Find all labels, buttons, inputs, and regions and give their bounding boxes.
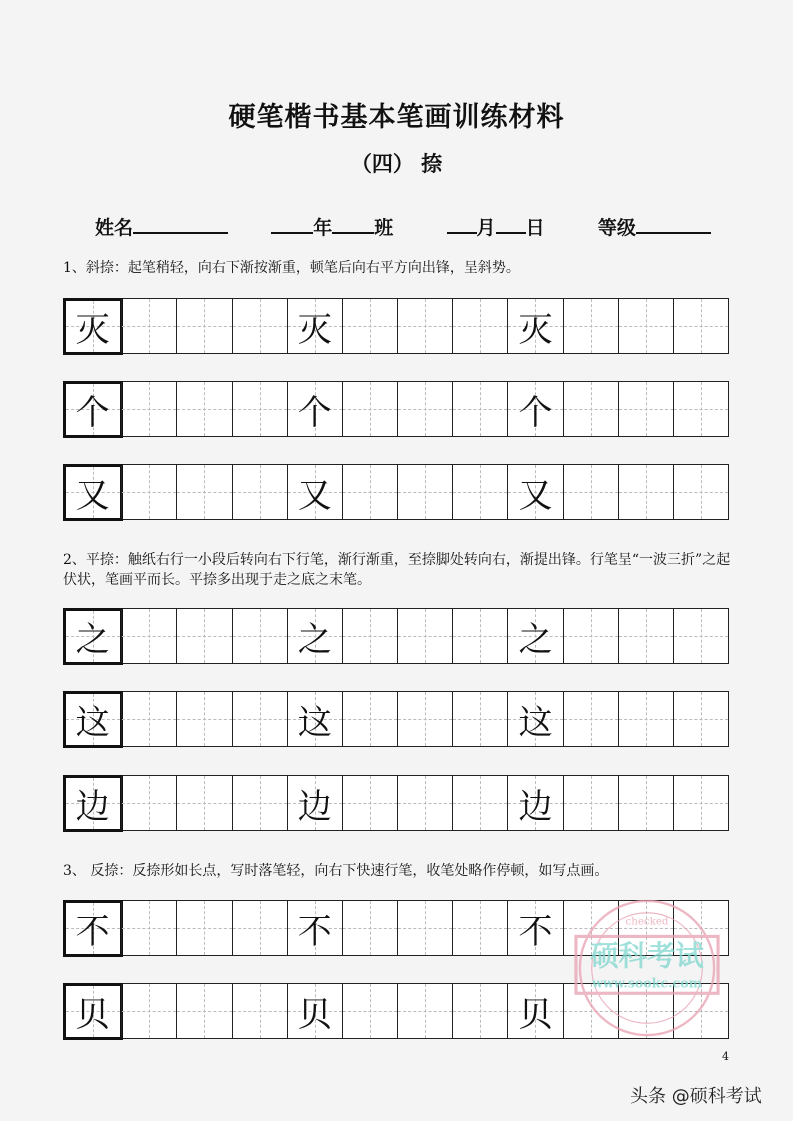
model-character: 边 — [297, 786, 332, 827]
practice-row — [63, 900, 729, 956]
practice-cell[interactable] — [121, 299, 176, 353]
practice-cell[interactable] — [618, 984, 673, 1038]
model-character-cell[interactable] — [63, 691, 123, 748]
model-character-cell[interactable] — [63, 464, 123, 521]
model-character-cell[interactable] — [63, 983, 123, 1040]
practice-cell[interactable] — [397, 382, 452, 436]
name-label: 姓名 — [95, 217, 134, 239]
practice-cell[interactable] — [452, 382, 507, 436]
practice-cell[interactable] — [673, 692, 728, 746]
section-3-description: 3、 反捺：反捺形如长点，写时落笔轻，向右下快速行笔，收笔处略作停顿，如写点画。 — [63, 863, 609, 879]
practice-cell[interactable] — [618, 692, 673, 746]
model-character: 贝 — [518, 994, 553, 1035]
practice-cell[interactable] — [452, 609, 507, 663]
practice-cell[interactable] — [618, 901, 673, 955]
practice-cell[interactable] — [452, 299, 507, 353]
practice-cell[interactable] — [452, 901, 507, 955]
practice-cell[interactable] — [176, 609, 231, 663]
model-character: 贝 — [75, 994, 110, 1035]
model-character: 灭 — [518, 309, 553, 350]
model-character-cell[interactable] — [63, 608, 123, 665]
model-character-cell[interactable] — [507, 382, 562, 436]
practice-cell[interactable] — [397, 984, 452, 1038]
practice-cell[interactable] — [563, 465, 618, 519]
model-character-cell[interactable] — [287, 901, 342, 955]
model-character: 这 — [297, 702, 332, 743]
model-character: 之 — [75, 619, 110, 660]
practice-cell[interactable] — [397, 465, 452, 519]
watermark-url: www.sookc.com — [592, 975, 702, 991]
practice-cell[interactable] — [397, 299, 452, 353]
practice-cell[interactable] — [618, 382, 673, 436]
practice-cell[interactable] — [176, 776, 231, 830]
practice-cell[interactable] — [673, 299, 728, 353]
model-character-cell[interactable] — [507, 465, 562, 519]
practice-cell[interactable] — [673, 984, 728, 1038]
model-character-cell[interactable] — [287, 382, 342, 436]
model-character-cell[interactable] — [507, 984, 562, 1038]
practice-cell[interactable] — [618, 609, 673, 663]
page-subtitle: （四） 捺 — [350, 151, 443, 176]
model-character-cell[interactable] — [287, 984, 342, 1038]
student-info-form — [95, 212, 711, 240]
model-character: 又 — [297, 475, 332, 516]
practice-cell[interactable] — [121, 609, 176, 663]
practice-cell[interactable] — [342, 776, 397, 830]
year-label: 年 — [313, 217, 333, 239]
practice-cell[interactable] — [673, 776, 728, 830]
practice-row — [63, 608, 729, 664]
model-character: 灭 — [75, 309, 110, 350]
practice-cell[interactable] — [452, 776, 507, 830]
practice-cell[interactable] — [397, 776, 452, 830]
practice-cell[interactable] — [563, 382, 618, 436]
model-character-cell[interactable] — [507, 776, 562, 830]
practice-cell[interactable] — [342, 692, 397, 746]
section-1-description: 1、斜捺：起笔稍轻，向右下渐按渐重，顿笔后向右平方向出锋，呈斜势。 — [63, 260, 520, 276]
practice-cell[interactable] — [176, 299, 231, 353]
practice-cell[interactable] — [673, 609, 728, 663]
model-character: 边 — [75, 786, 110, 827]
practice-cell[interactable] — [176, 984, 231, 1038]
model-character: 不 — [75, 911, 110, 952]
model-character-cell[interactable] — [287, 692, 342, 746]
practice-cell[interactable] — [232, 465, 287, 519]
practice-cell[interactable] — [121, 382, 176, 436]
practice-cell[interactable] — [121, 465, 176, 519]
model-character-cell[interactable] — [507, 901, 562, 955]
practice-cell[interactable] — [232, 776, 287, 830]
practice-cell[interactable] — [121, 776, 176, 830]
model-character: 个 — [297, 392, 332, 433]
practice-cell[interactable] — [452, 692, 507, 746]
practice-cell[interactable] — [176, 382, 231, 436]
model-character: 之 — [297, 619, 332, 660]
model-character-cell[interactable] — [507, 299, 562, 353]
practice-cell[interactable] — [563, 984, 618, 1038]
model-character: 贝 — [297, 994, 332, 1035]
model-character-cell[interactable] — [287, 465, 342, 519]
model-character: 灭 — [297, 309, 332, 350]
name-blank[interactable] — [133, 212, 228, 234]
class-label: 班 — [374, 217, 394, 239]
practice-cell[interactable] — [121, 692, 176, 746]
practice-row — [63, 983, 729, 1039]
practice-cell[interactable] — [232, 901, 287, 955]
practice-cell[interactable] — [397, 692, 452, 746]
practice-cell[interactable] — [673, 382, 728, 436]
practice-cell[interactable] — [452, 465, 507, 519]
section-2-description: 2、平捺：触纸右行一小段后转向右下行笔，渐行渐重，至捺脚处转向右，渐提出锋。行笔呈“一波三折”之起伏状，笔画平而长。平捺多出现于走之底之末笔。 — [63, 552, 731, 588]
practice-cell[interactable] — [342, 382, 397, 436]
practice-cell[interactable] — [397, 609, 452, 663]
practice-cell[interactable] — [342, 299, 397, 353]
model-character: 个 — [518, 392, 553, 433]
year-blank[interactable] — [271, 212, 313, 234]
practice-cell[interactable] — [176, 465, 231, 519]
model-character: 边 — [518, 786, 553, 827]
practice-cell[interactable] — [121, 984, 176, 1038]
model-character: 又 — [518, 475, 553, 516]
model-character-cell[interactable] — [287, 609, 342, 663]
practice-cell[interactable] — [342, 984, 397, 1038]
practice-cell[interactable] — [232, 692, 287, 746]
watermark-ring-text: checked — [625, 915, 669, 928]
model-character-cell[interactable] — [287, 299, 342, 353]
practice-cell[interactable] — [232, 382, 287, 436]
model-character-cell[interactable] — [507, 692, 562, 746]
watermark-text: 硕科考试 — [590, 938, 704, 973]
practice-row — [63, 381, 729, 437]
model-character: 不 — [518, 911, 553, 952]
model-character-cell[interactable] — [287, 776, 342, 830]
model-character: 这 — [518, 702, 553, 743]
page-title: 硬笔楷书基本笔画训练材料 — [228, 102, 565, 133]
model-character-cell[interactable] — [63, 900, 123, 957]
model-character: 不 — [297, 911, 332, 952]
practice-row — [63, 298, 729, 354]
model-character-cell[interactable] — [63, 775, 123, 832]
practice-cell[interactable] — [563, 692, 618, 746]
practice-cell[interactable] — [232, 609, 287, 663]
model-character: 又 — [75, 475, 110, 516]
practice-cell[interactable] — [342, 465, 397, 519]
grade-blank[interactable] — [636, 212, 711, 234]
practice-row — [63, 464, 729, 520]
practice-cell[interactable] — [176, 901, 231, 955]
practice-cell[interactable] — [673, 901, 728, 955]
practice-cell[interactable] — [563, 901, 618, 955]
day-label: 日 — [525, 217, 545, 239]
model-character: 之 — [518, 619, 553, 660]
practice-cell[interactable] — [232, 299, 287, 353]
model-character: 这 — [75, 702, 110, 743]
model-character: 个 — [75, 392, 110, 433]
practice-cell[interactable] — [452, 984, 507, 1038]
month-blank[interactable] — [447, 212, 477, 234]
practice-cell[interactable] — [397, 901, 452, 955]
practice-cell[interactable] — [121, 901, 176, 955]
practice-cell[interactable] — [563, 776, 618, 830]
practice-cell[interactable] — [563, 609, 618, 663]
class-blank[interactable] — [332, 212, 374, 234]
practice-cell[interactable] — [673, 465, 728, 519]
model-character-cell[interactable] — [63, 298, 123, 355]
practice-row — [63, 691, 729, 747]
practice-cell[interactable] — [618, 465, 673, 519]
day-blank[interactable] — [496, 212, 526, 234]
practice-cell[interactable] — [618, 299, 673, 353]
month-label: 月 — [476, 217, 496, 239]
practice-cell[interactable] — [176, 692, 231, 746]
page-number: 4 — [722, 1050, 729, 1063]
model-character-cell[interactable] — [63, 381, 123, 438]
practice-cell[interactable] — [342, 609, 397, 663]
grade-label: 等级 — [597, 217, 636, 239]
practice-row — [63, 775, 729, 831]
practice-cell[interactable] — [618, 776, 673, 830]
model-character-cell[interactable] — [507, 609, 562, 663]
practice-cell[interactable] — [563, 299, 618, 353]
practice-cell[interactable] — [342, 901, 397, 955]
footer-credit: 头条 @硕科考试 — [630, 1086, 762, 1107]
practice-cell[interactable] — [232, 984, 287, 1038]
